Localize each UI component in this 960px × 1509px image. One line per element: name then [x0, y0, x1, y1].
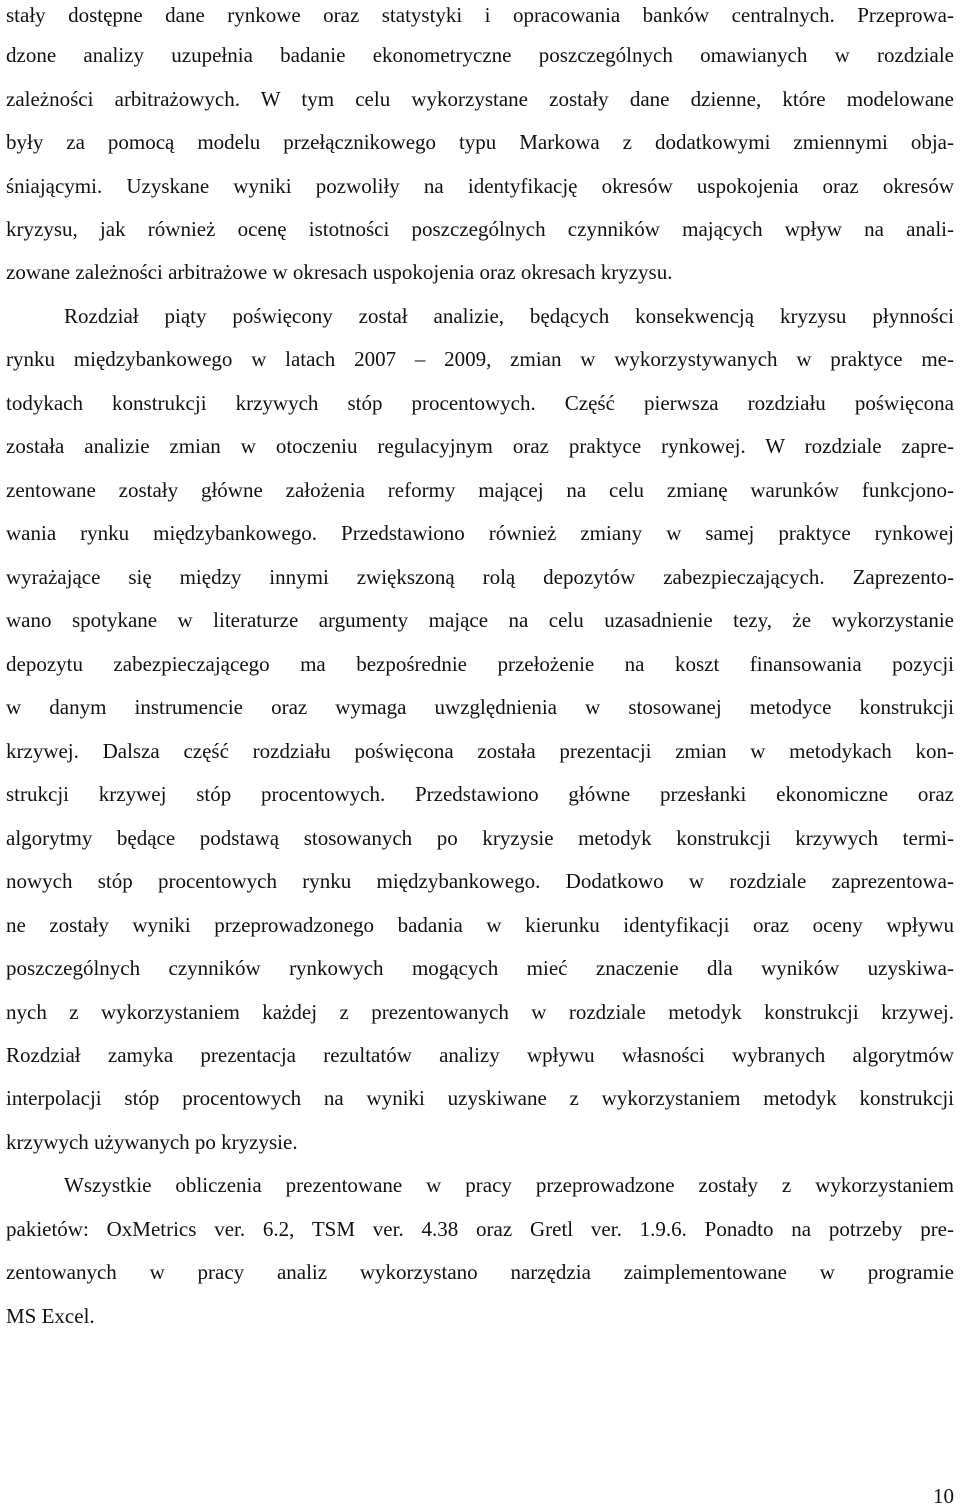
text-line: MS Excel.	[6, 1304, 95, 1328]
paragraph-start-line: Wszystkie obliczenia prezentowane w pracy przeprowadzone zostały z wykorzystaniem	[64, 1173, 954, 1197]
text-line: strukcji krzywej stóp procentowych. Przedstawiono główne przesłanki ekonomiczne oraz	[6, 782, 954, 806]
text-line: zowane zależności arbitrażowe w okresach uspokojenia oraz okresach kryzysu.	[6, 260, 673, 284]
text-line: zentowanych w pracy analiz wykorzystano narzędzia zaimplementowane w programie	[6, 1260, 954, 1284]
text-line: algorytmy będące podstawą stosowanych po kryzysie metodyk konstrukcji krzywych termi-	[6, 826, 954, 850]
text-line: stały dostępne dane rynkowe oraz statystyki i opracowania banków centralnych. Przeprowa-	[6, 3, 954, 27]
text-line: wano spotykane w literaturze argumenty mające na celu uzasadnienie tezy, że wykorzystanie	[6, 608, 954, 632]
text-line: były za pomocą modelu przełącznikowego typu Markowa z dodatkowymi zmiennymi obja-	[6, 130, 954, 154]
text-line: ne zostały wyniki przeprowadzonego badania w kierunku identyfikacji oraz oceny wpływu	[6, 913, 954, 937]
text-line: rynku międzybankowego w latach 2007 – 2009, zmian w wykorzystywanych w praktyce me-	[6, 347, 954, 371]
text-line: todykach konstrukcji krzywych stóp procentowych. Część pierwsza rozdziału poświęcona	[6, 391, 954, 415]
text-line: zależności arbitrażowych. W tym celu wykorzystane zostały dane dzienne, które modelowane	[6, 87, 954, 111]
text-line: wania rynku międzybankowego. Przedstawiono również zmiany w samej praktyce rynkowej	[6, 521, 954, 545]
text-line: została analizie zmian w otoczeniu regulacyjnym oraz praktyce rynkowej. W rozdziale zapre-	[6, 434, 954, 458]
text-line: krzywych używanych po kryzysie.	[6, 1130, 298, 1154]
page-number: 10	[933, 1484, 954, 1508]
text-line: śniającymi. Uzyskane wyniki pozwoliły na identyfikację okresów uspokojenia oraz okresów	[6, 174, 954, 198]
text-line: zentowane zostały główne założenia reformy mającej na celu zmianę warunków funkcjono-	[6, 478, 954, 502]
text-line: nowych stóp procentowych rynku międzybankowego. Dodatkowo w rozdziale zaprezentowa-	[6, 869, 954, 893]
text-line: w danym instrumencie oraz wymaga uwzględnienia w stosowanej metodyce konstrukcji	[6, 695, 954, 719]
text-line: interpolacji stóp procentowych na wyniki uzyskiwane z wykorzystaniem metodyk konstrukcji	[6, 1086, 954, 1110]
text-line: krzywej. Dalsza część rozdziału poświęcona została prezentacji zmian w metodykach kon-	[6, 739, 954, 763]
text-line: depozytu zabezpieczającego ma bezpośrednie przełożenie na koszt finansowania pozycji	[6, 652, 954, 676]
text-line: dzone analizy uzupełnia badanie ekonometryczne poszczególnych omawianych w rozdziale	[6, 43, 954, 67]
text-line: kryzysu, jak również ocenę istotności poszczególnych czynników mających wpływ na anali-	[6, 217, 954, 241]
paragraph-start-line: Rozdział piąty poświęcony został analizie, będących konsekwencją kryzysu płynności	[64, 304, 954, 328]
text-line: wyrażające się między innymi zwiększoną rolą depozytów zabezpieczających. Zaprezento-	[6, 565, 954, 589]
text-line: poszczególnych czynników rynkowych mogących mieć znaczenie dla wyników uzyskiwa-	[6, 956, 954, 980]
text-line: pakietów: OxMetrics ver. 6.2, TSM ver. 4.38 oraz Gretl ver. 1.9.6. Ponadto na potrzeby pre-	[6, 1217, 954, 1241]
text-line: nych z wykorzystaniem każdej z prezentowanych w rozdziale metodyk konstrukcji krzywej.	[6, 1000, 954, 1024]
text-line: Rozdział zamyka prezentacja rezultatów analizy wpływu własności wybranych algorytmów	[6, 1043, 954, 1067]
